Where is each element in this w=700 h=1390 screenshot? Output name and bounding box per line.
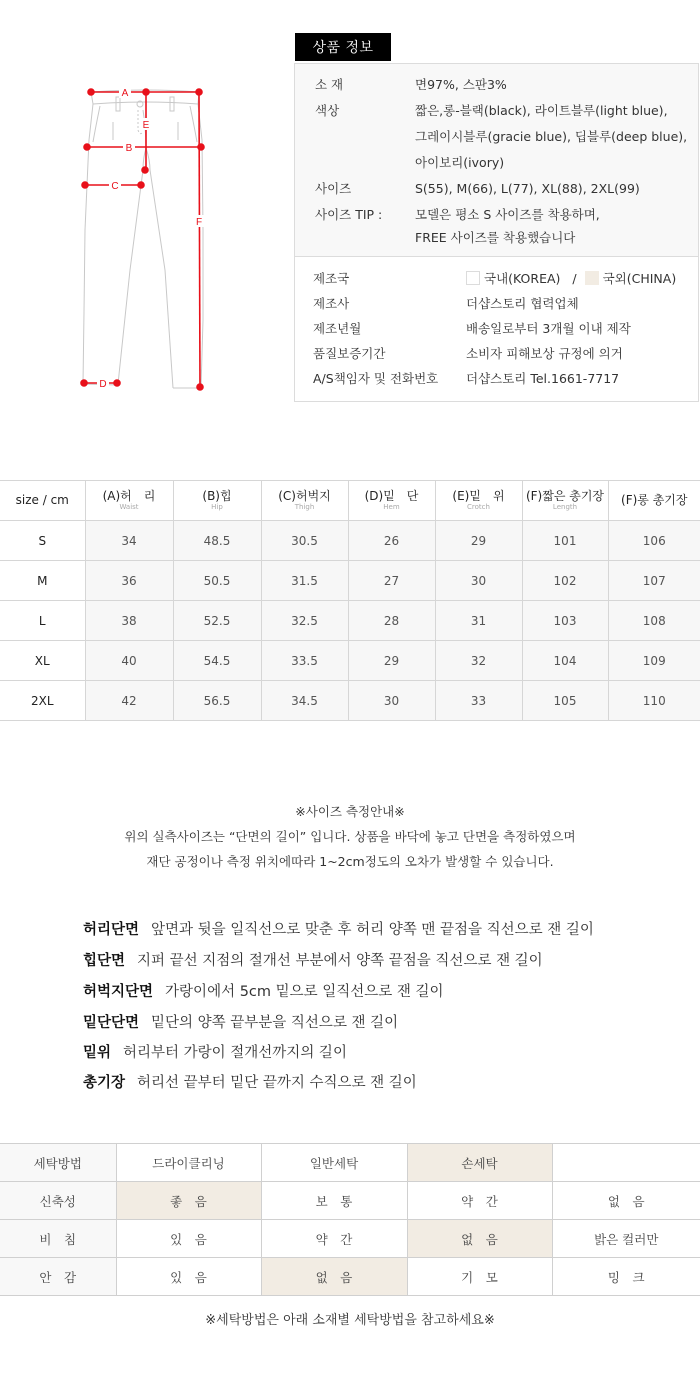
product-spec-section xyxy=(295,64,698,257)
measure-guide-line: 위의 실측사이즈는 “단면의 길이” 입니다. 상품을 바닥에 놓고 단면을 측정하였으며 xyxy=(124,829,576,844)
table-cell: 32 xyxy=(435,641,522,681)
label-e: E xyxy=(142,120,150,131)
table-cell: 104 xyxy=(522,641,608,681)
size-label: XL xyxy=(0,641,85,681)
care-row-label: 비 침 xyxy=(0,1220,116,1258)
label-f: F xyxy=(195,217,203,228)
table-cell: 56.5 xyxy=(173,681,261,721)
table-cell: 30 xyxy=(348,681,435,721)
care-cell: 없 음 xyxy=(552,1182,700,1220)
spec-label: 사이즈 TIP : xyxy=(315,207,383,222)
definition-row xyxy=(83,1013,398,1033)
care-row-label: 안 감 xyxy=(0,1258,116,1296)
label-d: D xyxy=(99,379,107,390)
care-row-label: 신축성 xyxy=(0,1182,116,1220)
spec-value: 아이보리(ivory) xyxy=(415,155,505,170)
korea-swatch xyxy=(466,271,480,285)
table-cell: 33.5 xyxy=(261,641,348,681)
table-cell: 30.5 xyxy=(261,521,348,561)
china-swatch xyxy=(585,271,599,285)
spec-value: 짧은,롱-블랙(black), 라이트블루(light blue), xyxy=(415,103,668,118)
definition-row xyxy=(83,1043,347,1063)
spec-value: 그레이시블루(gracie blue), 딥블루(deep blue), xyxy=(415,129,688,144)
table-cell: 42 xyxy=(85,681,173,721)
care-row-stretch xyxy=(0,1182,700,1220)
header-short-length: (F)짧은 총기장 Length xyxy=(522,481,608,521)
size-label: M xyxy=(0,561,85,601)
table-cell: 103 xyxy=(522,601,608,641)
definition-desc: 지퍼 끝선 지점의 절개선 부분에서 양쪽 끝점을 직선으로 잰 길이 xyxy=(137,953,543,969)
table-cell: 34.5 xyxy=(261,681,348,721)
care-cell-selected: 없 음 xyxy=(407,1220,552,1258)
care-cell: 약 간 xyxy=(261,1220,407,1258)
mf-label: 품질보증기간 xyxy=(313,346,386,361)
header-long-length: (F)롱 총기장 xyxy=(608,481,700,521)
header-thigh: (C)허벅지 Thigh xyxy=(261,481,348,521)
mf-label: 제조국 xyxy=(313,271,350,286)
product-info-title: 상품 정보 xyxy=(295,33,391,61)
care-row-wash xyxy=(0,1144,700,1182)
care-cell-selected: 없 음 xyxy=(261,1258,407,1296)
table-cell: 48.5 xyxy=(173,521,261,561)
size-label: 2XL xyxy=(0,681,85,721)
table-cell: 29 xyxy=(348,641,435,681)
mf-value xyxy=(466,268,676,290)
definition-row xyxy=(83,982,444,1002)
care-cell-selected: 손세탁 xyxy=(407,1144,552,1182)
table-cell: 26 xyxy=(348,521,435,561)
care-cell: 보 통 xyxy=(261,1182,407,1220)
table-row xyxy=(0,521,700,561)
care-note: ※세탁방법은 아래 소재별 세탁방법을 참고하세요※ xyxy=(205,1313,495,1328)
care-row-lining xyxy=(0,1258,700,1296)
size-table xyxy=(0,480,700,721)
definition-term: 허벅지단면 xyxy=(83,984,154,1000)
header-hem: (D)밑 단 Hem xyxy=(348,481,435,521)
care-row-label: 세탁방법 xyxy=(0,1144,116,1182)
definition-desc: 허리선 끝부터 밑단 끝까지 수직으로 잰 길이 xyxy=(137,1075,417,1091)
definition-desc: 앞면과 뒷을 일직선으로 맞춘 후 허리 양쪽 맨 끝점을 직선으로 잰 길이 xyxy=(151,922,594,938)
definition-term: 힙단면 xyxy=(83,953,126,969)
table-cell: 31.5 xyxy=(261,561,348,601)
product-info-box xyxy=(294,63,699,402)
table-cell: 31 xyxy=(435,601,522,641)
table-cell: 36 xyxy=(85,561,173,601)
definition-row xyxy=(83,1073,417,1093)
care-table xyxy=(0,1143,700,1296)
table-cell: 40 xyxy=(85,641,173,681)
definition-term: 밑단단면 xyxy=(83,1015,140,1031)
table-cell: 52.5 xyxy=(173,601,261,641)
country-china: 국외(CHINA) xyxy=(602,271,677,286)
care-cell-selected: 좋 음 xyxy=(116,1182,261,1220)
spec-label: 색상 xyxy=(315,103,340,118)
care-cell: 약 간 xyxy=(407,1182,552,1220)
size-label: S xyxy=(0,521,85,561)
mf-value: 배송일로부터 3개월 이내 제작 xyxy=(466,321,631,336)
care-cell: 밝은 컬러만 xyxy=(552,1220,700,1258)
label-b: B xyxy=(125,143,133,154)
table-cell: 27 xyxy=(348,561,435,601)
table-cell: 29 xyxy=(435,521,522,561)
table-cell: 32.5 xyxy=(261,601,348,641)
size-label: L xyxy=(0,601,85,641)
mf-label: 제조사 xyxy=(313,296,350,311)
table-cell: 30 xyxy=(435,561,522,601)
definition-desc: 밑단의 양쪽 끝부분을 직선으로 잰 길이 xyxy=(151,1015,399,1031)
measure-guide-line: 재단 공정이나 측정 위치에따라 1~2cm정도의 오차가 발생할 수 있습니다. xyxy=(146,854,554,869)
table-row xyxy=(0,641,700,681)
table-cell: 33 xyxy=(435,681,522,721)
mf-label: A/S책임자 및 전화번호 xyxy=(313,371,439,386)
definition-desc: 가랑이에서 5cm 밑으로 일직선으로 잰 길이 xyxy=(165,984,444,1000)
country-korea: 국내(KOREA) xyxy=(484,271,561,286)
care-cell: 기 모 xyxy=(407,1258,552,1296)
table-cell: 34 xyxy=(85,521,173,561)
mf-value: 소비자 피해보상 규정에 의거 xyxy=(466,346,623,361)
table-row xyxy=(0,681,700,721)
definition-desc: 허리부터 가랑이 절개선까지의 길이 xyxy=(123,1045,347,1061)
mf-value: 더샵스토리 협력업체 xyxy=(466,296,579,311)
definition-term: 허리단면 xyxy=(83,922,140,938)
table-cell: 50.5 xyxy=(173,561,261,601)
care-row-sheer xyxy=(0,1220,700,1258)
country-separator: / xyxy=(572,271,577,286)
header-waist: (A)허 리 Waist xyxy=(85,481,173,521)
header-crotch: (E)밑 위 Crotch xyxy=(435,481,522,521)
table-cell: 101 xyxy=(522,521,608,561)
label-a: A xyxy=(121,88,129,99)
header-size: size / cm xyxy=(0,481,85,521)
care-cell: 드라이클리닝 xyxy=(116,1144,261,1182)
care-cell: 있 음 xyxy=(116,1220,261,1258)
spec-label: 사이즈 xyxy=(315,181,352,196)
spec-value: 면97%, 스판3% xyxy=(415,77,507,92)
label-c: C xyxy=(111,181,119,192)
table-cell: 105 xyxy=(522,681,608,721)
table-cell: 109 xyxy=(608,641,700,681)
spec-value: FREE 사이즈를 착용했습니다 xyxy=(415,230,576,245)
table-cell: 106 xyxy=(608,521,700,561)
care-cell: 일반세탁 xyxy=(261,1144,407,1182)
table-cell: 28 xyxy=(348,601,435,641)
pants-outline-icon xyxy=(83,90,203,388)
definition-row xyxy=(83,920,594,940)
spec-value: S(55), M(66), L(77), XL(88), 2XL(99) xyxy=(415,181,640,196)
mf-label: 제조년월 xyxy=(313,321,362,336)
pants-measurement-diagram xyxy=(60,70,230,400)
measure-guide-title: ※사이즈 측정안내※ xyxy=(295,804,405,819)
header-hip: (B)힙 Hip xyxy=(173,481,261,521)
definition-row xyxy=(83,951,543,971)
spec-label: 소 재 xyxy=(315,77,344,92)
table-cell: 38 xyxy=(85,601,173,641)
care-cell: 있 음 xyxy=(116,1258,261,1296)
size-table-header xyxy=(0,481,700,521)
table-row xyxy=(0,601,700,641)
mf-value: 더샵스토리 Tel.1661-7717 xyxy=(466,371,620,386)
spec-value: 모델은 평소 S 사이즈를 착용하며, xyxy=(415,207,600,222)
table-cell: 108 xyxy=(608,601,700,641)
definition-term: 밑위 xyxy=(83,1045,112,1061)
care-cell xyxy=(552,1144,700,1182)
table-cell: 102 xyxy=(522,561,608,601)
care-cell: 밍 크 xyxy=(552,1258,700,1296)
table-cell: 107 xyxy=(608,561,700,601)
measurement-lines xyxy=(81,89,204,390)
table-row xyxy=(0,561,700,601)
table-cell: 110 xyxy=(608,681,700,721)
table-cell: 54.5 xyxy=(173,641,261,681)
definition-term: 총기장 xyxy=(83,1075,126,1091)
